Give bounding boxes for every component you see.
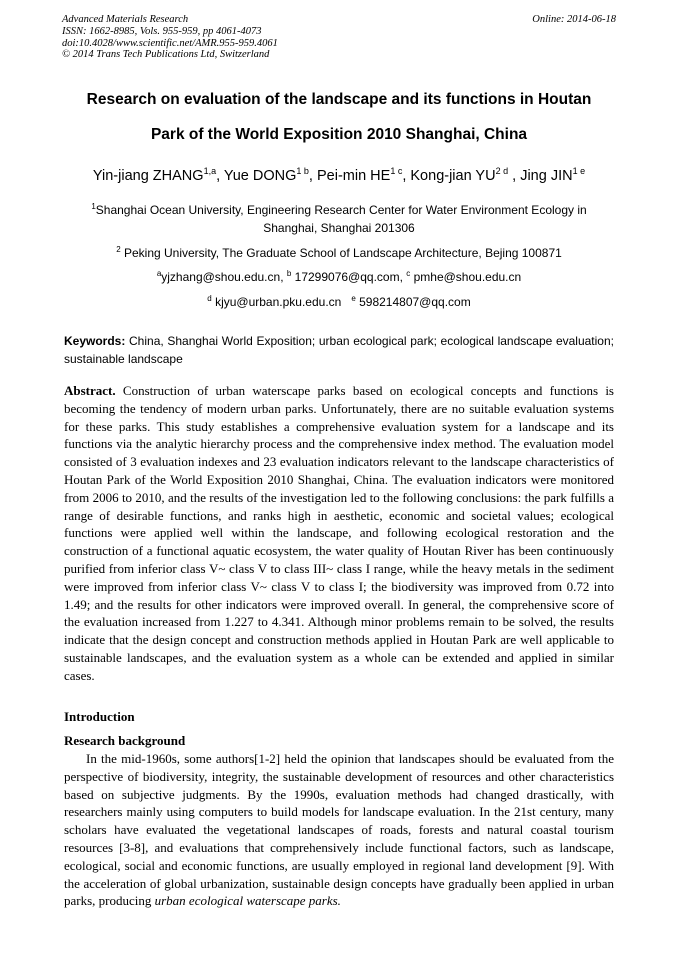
author-name: Yin-jiang ZHANG <box>92 168 204 184</box>
affiliation-text: Shanghai Ocean University, Engineering Research Center for Water Environment Ecology in Shanghai, Shanghai 201306 <box>95 203 587 235</box>
email-line-1 <box>70 268 608 286</box>
affiliation-marker: 2 <box>116 245 121 254</box>
author-separator: , <box>308 168 317 184</box>
author-separator: , <box>402 168 411 184</box>
author-name: Kong-jian YU <box>410 168 496 184</box>
keywords-text: China, Shanghai World Exposition; urban ecological park; ecological landscape evaluation; sustainable landscape <box>64 334 614 366</box>
journal-header <box>62 14 278 61</box>
email-text: 598214807@qq.com <box>355 295 471 309</box>
paper-title-line-2: Park of the World Exposition 2010 Shanghai, China <box>150 126 528 143</box>
doi-line: doi:10.4028/www.scientific.net/AMR.955-959.4061 <box>62 37 278 49</box>
paragraph-text: In the mid-1960s, some authors[1-2] held the opinion that landscapes should be evaluated from the perspective of biodiversity, integrity, the sustainable development of resources and other characteristics based on subjective judgments. By the 1990s, evaluation methods had changed drastically, with researchers mainly using computers to build models for landscape evaluation. In the 21st century, many scholars have evaluated the vegetational landscapes of roads, forests and natural coastal tourism resources [3-8], and evaluations that comprehensively include functional factors, such as landscape, ecological, social and economic functions, are usually employed in regional land development [9]. With the acceleration of global urbanization, sustainable design concepts have gradually been applied in urban parks, producing <box>64 751 614 909</box>
online-date: Online: 2014-06-18 <box>532 14 616 25</box>
affiliation-1 <box>70 201 608 237</box>
email-marker: b <box>286 269 292 278</box>
email-marker: c <box>406 269 411 278</box>
author-name: Pei-min HE <box>316 168 391 184</box>
email-marker: a <box>156 269 162 278</box>
abstract-label: Abstract. <box>64 383 116 398</box>
author-superscript: 1 c <box>390 166 403 176</box>
author-list <box>30 168 648 184</box>
keywords <box>64 332 614 368</box>
email-text: kjyu@urban.pku.edu.cn <box>211 295 352 309</box>
abstract-text: Construction of urban waterscape parks based on ecological concepts and functions is becoming the tendency of modern urban parks. Unfortunately, there are no suitable evaluation systems for these parks. This study establishes a comprehensive evaluation system for a landscape and its functions via the analytic hierarchy process and the comprehensive index method. The evaluation model consisted of 3 evaluation indexes and 23 evaluation indicators relevant to the landscape characteristics of Houtan Park of the World Exposition 2010 Shanghai, China. The evaluation indicators were monitored from 2006 to 2010, and the results of the investigation led to the following conclusions: the park fulfills a range of desirable functions, and ranks high in aesthetic, economic and societal values; ecological functions were applied well within the landscape, and following ecological restoration and the construction of a functional aquatic ecosystem, the water quality of Houtan River has been continuously purified from inferior class V~ class V to class III~ class I range, while the heavy metals in the sediment were improved from inferior class V~ class V to class I; the biodiversity was improved from 0.72 into 1.49; and the results for other indicators were improved overall. In general, the comprehensive score of the evaluation increased from 1.227 to 4.341. Although minor problems remain to be solved, the results indicate that the design concept and construction methods applied in Houtan Park are well applicable to sustainable landscapes, and the evaluation system as a whole can be extended and applied in similar cases. <box>64 383 614 683</box>
email-marker: e <box>351 294 356 303</box>
affiliation-text: Peking University, The Graduate School of Landscape Architecture, Bejing 100871 <box>120 246 562 260</box>
email-text: yjzhang@shou.edu.cn, <box>161 270 287 284</box>
author-superscript: 1,a <box>203 166 217 176</box>
paper-title-line-1: Research on evaluation of the landscape and its functions in Houtan <box>86 91 592 108</box>
paragraph-italic-text: urban ecological waterscape parks. <box>154 893 341 909</box>
section-heading-introduction: Introduction <box>64 709 135 724</box>
subsection-heading-research-background: Research background <box>64 733 186 748</box>
email-marker: d <box>207 294 212 303</box>
email-text: pmhe@shou.edu.cn <box>410 270 522 284</box>
issn-line: ISSN: 1662-8985, Vols. 955-959, pp 4061-4073 <box>62 25 262 37</box>
affiliation-marker: 1 <box>91 202 96 211</box>
author-separator: , <box>508 168 521 184</box>
author-superscript: 2 d <box>495 166 509 176</box>
author-name: Jing JIN <box>520 168 573 184</box>
email-text: 17299076@qq.com, <box>291 270 407 284</box>
keywords-label: Keywords: <box>64 334 126 348</box>
author-superscript: 1 e <box>572 166 586 176</box>
affiliation-2 <box>70 244 608 262</box>
abstract <box>64 382 614 685</box>
email-line-2 <box>70 293 608 311</box>
journal-name: Advanced Materials Research <box>62 14 189 25</box>
introduction-paragraph <box>64 750 614 910</box>
author-name: Yue DONG <box>223 168 297 184</box>
author-superscript: 1 b <box>296 166 309 176</box>
copyright-line: © 2014 Trans Tech Publications Ltd, Switzerland <box>62 49 270 61</box>
author-separator: , <box>216 168 224 184</box>
